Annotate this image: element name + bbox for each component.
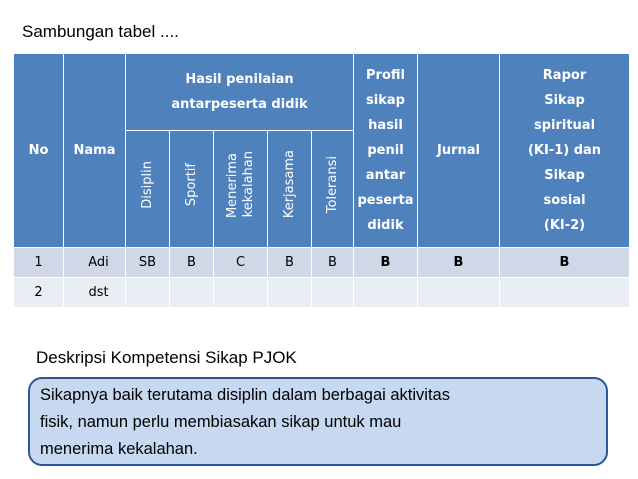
header-profil: Profil sikap hasil penil antar peserta didik xyxy=(354,54,418,248)
cell-jurnal xyxy=(418,278,500,308)
description-line: fisik, namun perlu membiasakan sikap untuk mau xyxy=(40,413,402,431)
attitude-grade-table xyxy=(13,53,630,308)
cell-sportif: B xyxy=(170,248,214,278)
header-no: No xyxy=(14,54,64,248)
table-row xyxy=(14,248,630,278)
cell-profil: B xyxy=(354,248,418,278)
table-row xyxy=(14,278,630,308)
continuation-caption: Sambungan tabel .... xyxy=(22,22,179,41)
header-rapor: Rapor Sikap spiritual (KI-1) dan Sikap sosial (KI-2) xyxy=(500,54,630,248)
header-jurnal: Jurnal xyxy=(418,54,500,248)
cell-jurnal: B xyxy=(418,248,500,278)
cell-disiplin xyxy=(126,278,170,308)
cell-kerjasama: B xyxy=(268,248,312,278)
cell-disiplin: SB xyxy=(126,248,170,278)
cell-profil xyxy=(354,278,418,308)
cell-kerjasama xyxy=(268,278,312,308)
header-peer-assessment: Hasil penilaian antarpeserta didik xyxy=(126,54,354,131)
header-menerima-kekalahan: Menerimakekalahan xyxy=(214,131,268,248)
description-box xyxy=(28,377,608,466)
header-disiplin: Disiplin xyxy=(126,131,170,248)
cell-rapor: B xyxy=(500,248,630,278)
cell-no: 1 xyxy=(14,248,64,278)
cell-nama: dst xyxy=(64,278,126,308)
header-sportif: Sportif xyxy=(170,131,214,248)
cell-sportif xyxy=(170,278,214,308)
header-toleransi: Toleransi xyxy=(312,131,354,248)
cell-nama: Adi xyxy=(64,248,126,278)
cell-toleransi xyxy=(312,278,354,308)
description-line: menerima kekalahan. xyxy=(40,440,198,458)
cell-menerima: C xyxy=(214,248,268,278)
header-nama: Nama xyxy=(64,54,126,248)
header-kerjasama: Kerjasama xyxy=(268,131,312,248)
description-title: Deskripsi Kompetensi Sikap PJOK xyxy=(36,348,297,367)
cell-rapor xyxy=(500,278,630,308)
cell-toleransi: B xyxy=(312,248,354,278)
cell-menerima xyxy=(214,278,268,308)
cell-no: 2 xyxy=(14,278,64,308)
description-line: Sikapnya baik terutama disiplin dalam berbagai aktivitas xyxy=(40,386,450,404)
